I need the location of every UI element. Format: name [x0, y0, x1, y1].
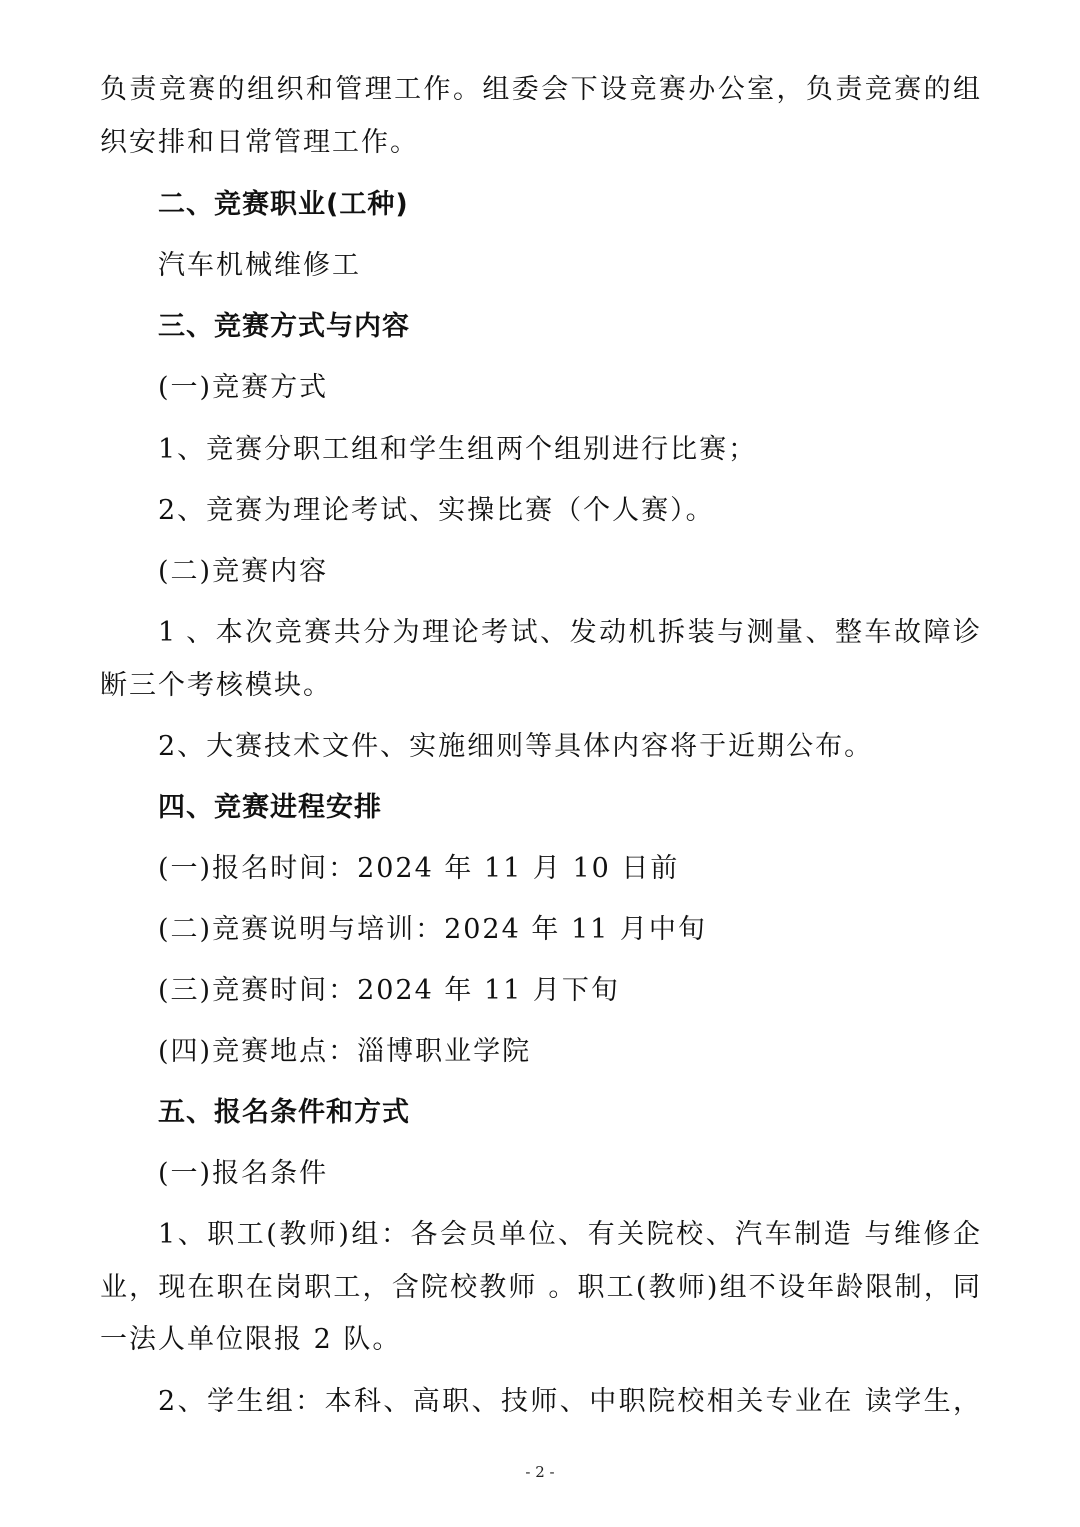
- format-item-2: 2、竞赛为理论考试、实操比赛（个人赛）。: [158, 495, 715, 526]
- section-heading-occupation: 二、竞赛职业(工种): [158, 189, 409, 220]
- requirements-staff-line-3: 一法人单位限报 2 队。: [100, 1324, 402, 1355]
- requirements-staff-line-2: 业，现在职在岗职工，含院校教师 。职工(教师)组不设年龄限制，同: [100, 1272, 980, 1303]
- requirements-student-line-1: 2、学生组：本科、高职、技师、中职院校相关专业在 读学生，: [158, 1386, 980, 1417]
- format-item-1: 1、竞赛分职工组和学生组两个组别进行比赛；: [158, 434, 758, 465]
- subsection-heading-content: (二)竞赛内容: [158, 556, 329, 587]
- section-heading-registration: 五、报名条件和方式: [158, 1097, 410, 1128]
- content-item-1-line-1: 1 、本次竞赛共分为理论考试、发动机拆装与测量、整车故障诊: [158, 617, 980, 648]
- schedule-registration-time: (一)报名时间：2024 年 11 月 10 日前: [158, 853, 680, 884]
- schedule-competition-venue: (四)竞赛地点：淄博职业学院: [158, 1036, 532, 1067]
- requirements-staff-line-1: 1、职工(教师)组：各会员单位、有关院校、汽车制造 与维修企: [158, 1219, 980, 1250]
- subsection-heading-format: (一)竞赛方式: [158, 372, 329, 403]
- section-heading-format-content: 三、竞赛方式与内容: [158, 311, 410, 342]
- occupation-text: 汽车机械维修工: [158, 250, 361, 281]
- schedule-briefing-training: (二)竞赛说明与培训：2024 年 11 月中旬: [158, 914, 707, 945]
- paragraph-organization-line-2: 织安排和日常管理工作。: [100, 127, 419, 158]
- content-item-2: 2、大赛技术文件、实施细则等具体内容将于近期公布。: [158, 731, 874, 762]
- subsection-heading-requirements: (一)报名条件: [158, 1158, 329, 1189]
- schedule-competition-time: (三)竞赛时间：2024 年 11 月下旬: [158, 975, 620, 1006]
- paragraph-organization-line-1: 负责竞赛的组织和管理工作。组委会下设竞赛办公室，负责竞赛的组: [100, 74, 980, 105]
- content-item-1-line-2: 断三个考核模块。: [100, 670, 332, 701]
- section-heading-schedule: 四、竞赛进程安排: [158, 792, 382, 823]
- page-number: - 2 -: [525, 1463, 555, 1481]
